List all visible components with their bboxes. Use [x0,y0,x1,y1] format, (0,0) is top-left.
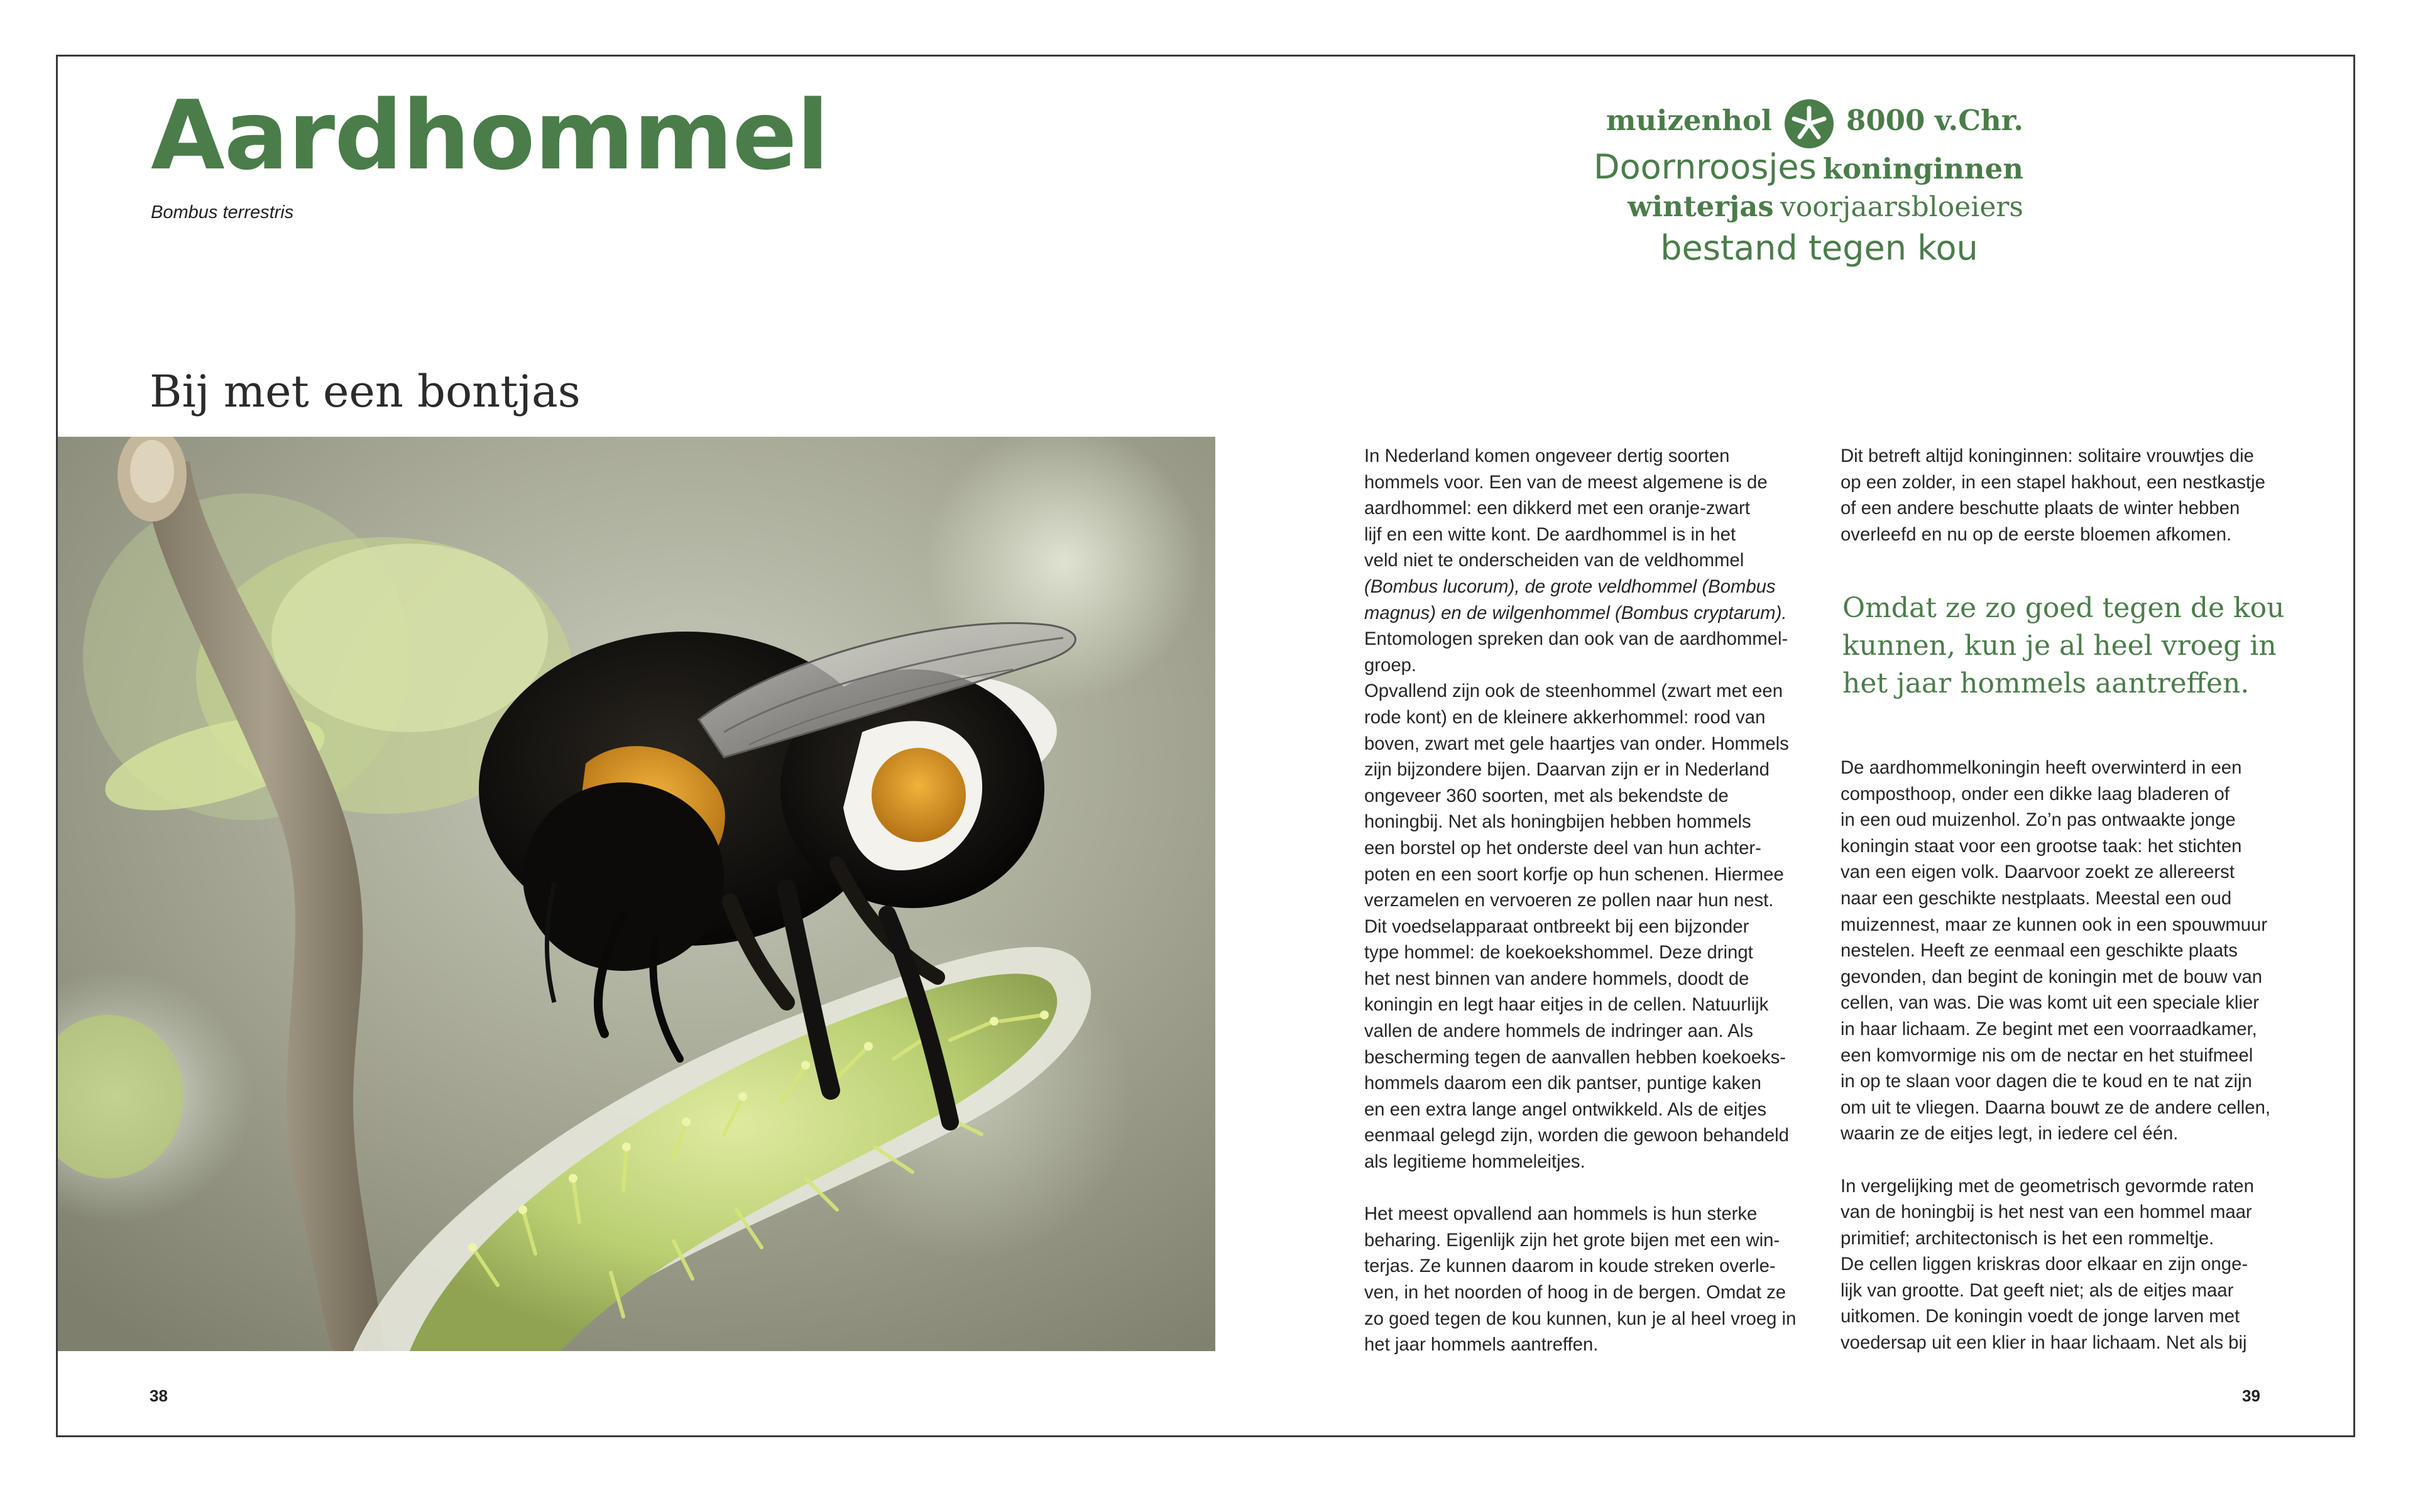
section-heading: Bij met een bontjas [150,366,581,417]
keyword-8000-vchr: 8000 v.Chr. [1846,104,2023,137]
body-column-2-top [1841,443,2306,547]
keyword-doornroosjes: Doornroosjes [1594,147,1817,187]
page-number-right: 39 [2242,1386,2260,1405]
body-column-1 [1364,443,1829,1358]
page-title: Aardhommel [151,80,829,191]
pull-quote: Omdat ze zo goed tegen de kou kunnen, kun je al heel vroeg in het jaar hommels aantreffen. [1842,592,2285,699]
keyword-muizenhol: muizenhol [1606,104,1773,137]
page-number-left: 38 [150,1386,168,1405]
body-column-2-bottom [1841,755,2270,1356]
paragraph-3: Dit betreft altijd koninginnen: solitaire vrouwtjes die op een zolder, in een stapel hakhout, een nestkastje of een andere beschutte plaats de winter hebben overleefd en nu op de eerste bloemen afkomen. [1841,446,2265,545]
asterisk-icon [1785,99,1834,148]
scientific-name: Bombus terrestris [151,202,294,222]
paragraph-4: De aardhommelkoningin heeft overwinterd in een composthoop, onder een dikke laag bladeren of in een oud muizenhol. Zo’n pas ontwaakte jonge koningin staat voor een grootse taak: het stichten van een eigen volk. Daarvoor zoekt ze allereerst naar een geschikte nestplaats. Meestal een oud muizennest, maar ze kunnen ook in een spouwmuur nestelen. Heeft ze eenmaal een geschikte plaats gevonden, dan begint de koningin met de bouw van cellen, van was. Die was komt uit een speciale klier in haar lichaam. Ze begint met een voorraadkamer, een komvormige nis om de nectar en het stuifmeel in op te slaan voor dagen die te koud en te nat zijn om uit te vliegen. Daarna bouwt ze de andere cellen, waarin ze de eitjes legt, in iedere cel één. [1841,757,2271,1144]
paragraph-5: In vergelijking met de geometrisch gevormde raten van de honingbij is het nest van een hommel maar primitief; architectonisch is het een rommeltje. De cellen liggen kriskras door elkaar en zijn onge- lijk van grootte. Dat geeft niet; als de eitjes maar uitkomen. De koningin voedt de jonge larven met voedersap uit een klier in haar lichaam. Net als bij [1841,1175,2254,1354]
keyword-cloud [1540,94,2023,270]
paragraph-1: In Nederland komen ongeveer dertig soorten hommels voor. Een van de meest algemene is de aardhommel: een dikkerd met een oranje-zwart lijf en een witte kont. De aardhommel is in het veld niet te onderscheiden van de veldhommel (Bombus lucorum), de grote veldhommel (Bombus magnus) en de wilgenhommel (Bombus cryptarum). Entomologen spreken dan ook van de aardhommel- groep. Opvallend zijn ook de steenhommel (zwart met een rode kont) en de kleinere akkerhommel: rood van boven, zwart met gele haartjes van onder. Hommels zijn bijzondere bijen. Daarvan zijn er in Nederland ongeveer 360 soorten, met als bekendste de honingbij. Net als honingbijen hebben hommels een borstel op het onderste deel van hun achter- poten en een soort korfje op hun schenen. Hiermee verzamelen en vervoeren ze pollen naar hun nest. Dit voedselapparaat ontbreekt bij een bijzonder type hommel: de koekoekshommel. Deze dringt het nest binnen van andere hommels, doodt de koningin en legt haar eitjes in de cellen. Natuurlijk vallen de andere hommels de indringer aan. Als bescherming tegen de aanvallen hebben koekoeks- hommels daarom een dik pantser, puntige kaken en een extra lange angel ontwikkeld. Als de eitjes eenmaal gelegd zijn, worden die gewoon behandeld als legitieme hommeleitjes. [1364,446,1789,1173]
keyword-winterjas: winterjas [1628,190,1774,223]
keyword-bestand-tegen-kou: bestand tegen kou [1660,228,1978,268]
keyword-voorjaarsbloeiers: voorjaarsbloeiers [1780,191,2023,223]
bumblebee-photo [58,437,1215,1351]
paragraph-2: Het meest opvallend aan hommels is hun sterke beharing. Eigenlijk zijn het grote bijen met een win- terjas. Ze kunnen daarom in koude streken overle- ven, in het noorden of hoog in de bergen. Omdat ze zo goed tegen de kou kunnen, kun je al heel vroeg in het jaar hommels aantreffen. [1364,1203,1797,1356]
keyword-koninginnen: koninginnen [1822,152,2023,185]
